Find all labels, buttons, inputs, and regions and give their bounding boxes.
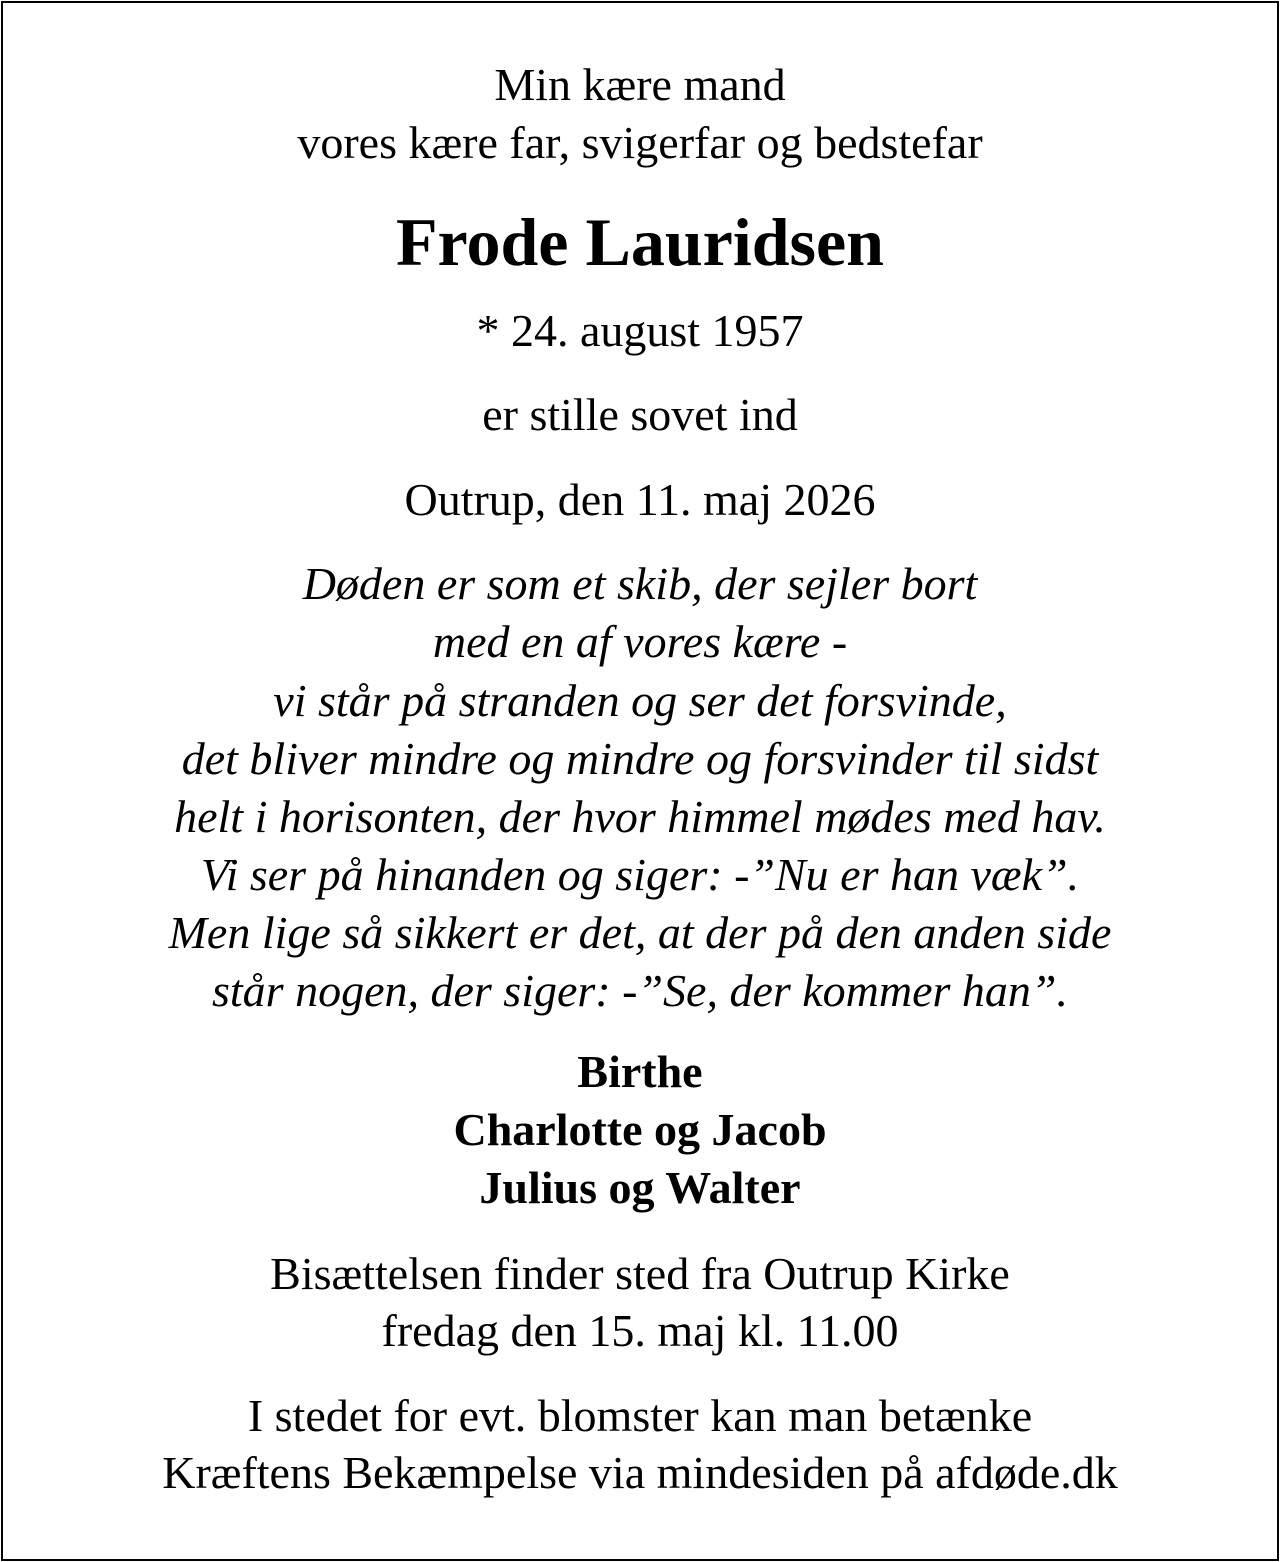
funeral-line-1: Bisættelsen finder sted fra Outrup Kirke: [270, 1248, 1010, 1299]
family-line-3: Julius og Walter: [479, 1162, 801, 1213]
verse-line-1: Døden er som et skib, der sejler bort: [302, 558, 978, 609]
verse-line-3: vi står på stranden og ser det forsvinde,: [273, 675, 1007, 726]
family-line-2: Charlotte og Jacob: [453, 1104, 827, 1155]
place-and-date: Outrup, den 11. maj 2026: [404, 474, 876, 525]
donation-line-1: I stedet for evt. blomster kan man betænke: [247, 1390, 1033, 1441]
verse-line-5: helt i horisonten, der hvor himmel mødes med hav.: [174, 791, 1106, 842]
intro-line-2: vores kære far, svigerfar og bedstefar: [297, 117, 983, 168]
intro-line-1: Min kære mand: [494, 59, 786, 110]
family-line-1: Birthe: [577, 1046, 703, 1097]
verse-line-6: Vi ser på hinanden og siger: -”Nu er han væk”.: [200, 849, 1080, 900]
deceased-name: Frode Lauridsen: [395, 204, 885, 280]
donation-line-2: Kræftens Bekæmpelse via mindesiden på afdøde.dk: [162, 1447, 1118, 1498]
funeral-line-2: fredag den 15. maj kl. 11.00: [381, 1305, 899, 1356]
verse-line-7: Men lige så sikkert er det, at der på den anden side: [168, 907, 1112, 958]
verse-line-4: det bliver mindre og mindre og forsvinder til sidst: [181, 733, 1099, 784]
verse-line-2: med en af vores kære -: [432, 616, 848, 667]
verse-line-8: står nogen, der siger: -”Se, der kommer han”.: [211, 965, 1069, 1016]
birth-date: * 24. august 1957: [476, 305, 804, 356]
passing-text: er stille sovet ind: [482, 389, 798, 440]
